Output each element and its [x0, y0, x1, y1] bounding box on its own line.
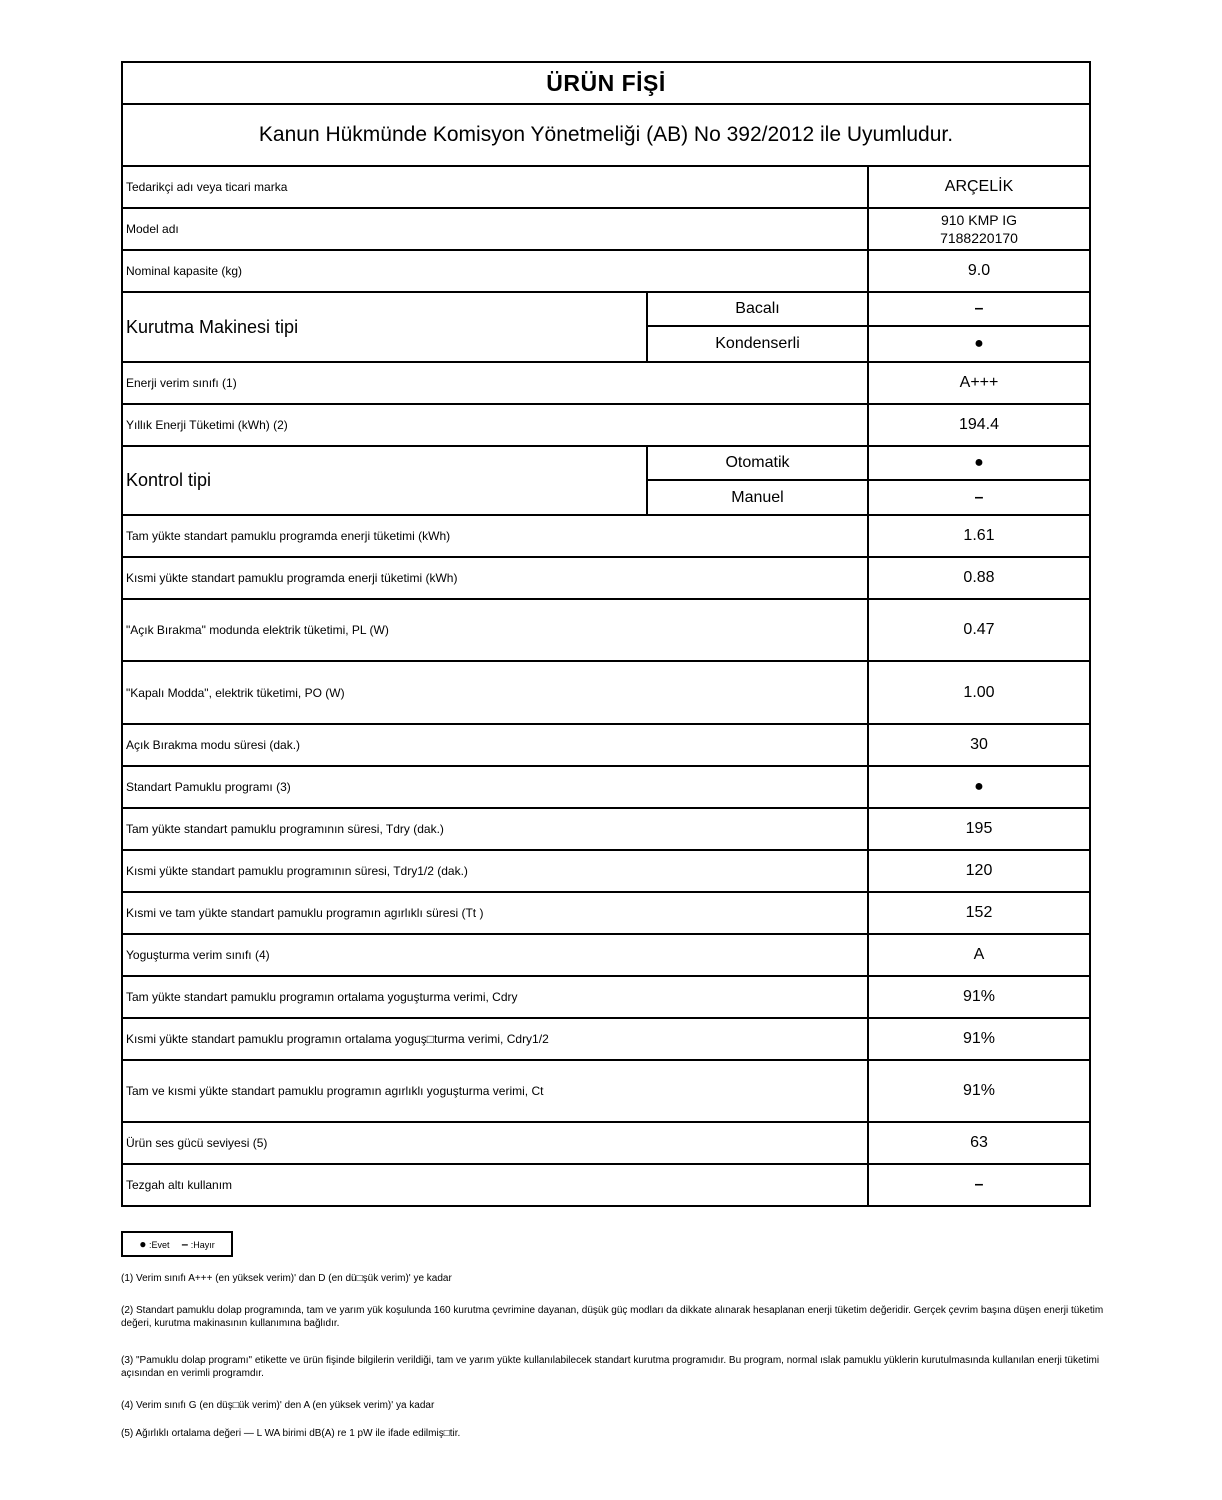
- table-row: [122, 1060, 1090, 1122]
- fiche-table: [121, 61, 1091, 1207]
- condensation-class-value: A: [868, 934, 1090, 976]
- standard-program-value: ●: [868, 766, 1090, 808]
- table-row: [122, 166, 1090, 208]
- full-load-time-label: Tam yükte standart pamuklu programının süresi, Tdry (dak.): [122, 808, 868, 850]
- full-load-time-value: 195: [868, 808, 1090, 850]
- annual-energy-label: Yıllık Enerji Tüketimi (kWh) (2): [122, 404, 868, 446]
- table-row: [122, 599, 1090, 661]
- full-condensation-value: 91%: [868, 976, 1090, 1018]
- table-row: [122, 976, 1090, 1018]
- sound-power-value: 63: [868, 1122, 1090, 1164]
- legend-yes-label: :Evet: [149, 1240, 170, 1250]
- capacity-value: 9.0: [868, 250, 1090, 292]
- model-name: 910 KMP IG: [940, 212, 1017, 228]
- dash-icon: –: [181, 1237, 189, 1251]
- energy-class-label: Enerji verim sınıfı (1): [122, 362, 868, 404]
- left-on-duration-value: 30: [868, 724, 1090, 766]
- energy-class-value: A+++: [868, 362, 1090, 404]
- control-type-manual: Manuel: [647, 480, 868, 515]
- control-type-label: Kontrol tipi: [122, 446, 647, 515]
- footnote-2: (2) Standart pamuklu dolap programında, tam ve yarım yük koşulunda 160 kurutma çevrimine dayanan, düşük güç modları da dikkate alınarak hesaplanan enerji tüketim değeridir. Gerçek çevrim başına düşen enerji tüketim değeri, kurutma makinasının kullanımına bağlıdır.: [121, 1305, 1104, 1329]
- footnote-1: (1) Verim sınıfı A+++ (en yüksek verim)' dan D (en dü□şük verim)' ye kadar: [121, 1273, 452, 1284]
- standard-program-label: Standart Pamuklu programı (3): [122, 766, 868, 808]
- dryer-type-vented-value: –: [868, 292, 1090, 326]
- condensation-class-label: Yoguşturma verim sınıfı (4): [122, 934, 868, 976]
- table-row: [122, 250, 1090, 292]
- supplier-value: ARÇELİK: [868, 166, 1090, 208]
- weighted-condensation-value: 91%: [868, 1060, 1090, 1122]
- table-row: [122, 446, 1090, 480]
- footnote-4: (4) Verim sınıfı G (en düş□ük verim)' den A (en yüksek verim)' ya kadar: [121, 1400, 435, 1411]
- partial-load-energy-label: Kısmi yükte standart pamuklu programda enerji tüketimi (kWh): [122, 557, 868, 599]
- table-row: [122, 766, 1090, 808]
- table-row: [122, 808, 1090, 850]
- partial-condensation-label: Kısmi yükte standart pamuklu programın ortalama yoguş□turma verimi, Cdry1/2: [122, 1018, 868, 1060]
- built-in-value: –: [868, 1164, 1090, 1206]
- subtitle-row: [122, 104, 1090, 166]
- table-row: [122, 292, 1090, 326]
- table-row: [122, 1164, 1090, 1206]
- table-row: [122, 661, 1090, 724]
- left-on-power-value: 0.47: [868, 599, 1090, 661]
- table-row: [122, 1018, 1090, 1060]
- table-row: [122, 850, 1090, 892]
- legend-no-label: :Hayır: [190, 1240, 215, 1250]
- footnote-3: (3) "Pamuklu dolap programı" etikette ve ürün fişinde bilgilerin verildiği, tam ve yarım yükte kullanılabilecek standart kurutma programıdır. Bu program, normal ıslak pamuklu yüklerin kurutulmasında kullanılan enerji tüketimi açısından en verimli programdır.: [121, 1355, 1100, 1379]
- legend-yes: [139, 1237, 169, 1251]
- product-fiche: [121, 61, 1089, 1207]
- page-subtitle: Kanun Hükmünde Komisyon Yönetmeliği (AB) No 392/2012 ile Uyumludur.: [122, 104, 1090, 166]
- symbol-legend: [121, 1231, 233, 1257]
- dryer-type-condenser-value: ●: [868, 326, 1090, 362]
- bullet-icon: ●: [139, 1237, 147, 1251]
- off-mode-power-label: "Kapalı Modda", elektrik tüketimi, PO (W): [122, 661, 868, 724]
- dryer-type-condenser: Kondenserli: [647, 326, 868, 362]
- full-load-energy-label: Tam yükte standart pamuklu programda enerji tüketimi (kWh): [122, 515, 868, 557]
- partial-load-energy-value: 0.88: [868, 557, 1090, 599]
- legend-no: [182, 1237, 215, 1251]
- model-label: Model adı: [122, 208, 868, 250]
- off-mode-power-value: 1.00: [868, 661, 1090, 724]
- table-row: [122, 724, 1090, 766]
- partial-load-time-label: Kısmi yükte standart pamuklu programının süresi, Tdry1/2 (dak.): [122, 850, 868, 892]
- control-type-automatic-value: ●: [868, 446, 1090, 480]
- sound-power-label: Ürün ses gücü seviyesi (5): [122, 1122, 868, 1164]
- left-on-power-label: "Açık Bırakma" modunda elektrik tüketimi, PL (W): [122, 599, 868, 661]
- table-row: [122, 404, 1090, 446]
- weighted-time-value: 152: [868, 892, 1090, 934]
- table-row: [122, 892, 1090, 934]
- left-on-duration-label: Açık Bırakma modu süresi (dak.): [122, 724, 868, 766]
- weighted-time-label: Kısmi ve tam yükte standart pamuklu programın agırlıklı süresi (Tt ): [122, 892, 868, 934]
- partial-condensation-value: 91%: [868, 1018, 1090, 1060]
- table-row: [122, 362, 1090, 404]
- weighted-condensation-label: Tam ve kısmi yükte standart pamuklu programın agırlıklı yoguşturma verimi, Ct: [122, 1060, 868, 1122]
- control-type-automatic: Otomatik: [647, 446, 868, 480]
- partial-load-time-value: 120: [868, 850, 1090, 892]
- full-condensation-label: Tam yükte standart pamuklu programın ortalama yoguşturma verimi, Cdry: [122, 976, 868, 1018]
- built-in-label: Tezgah altı kullanım: [122, 1164, 868, 1206]
- table-row: [122, 557, 1090, 599]
- model-value: [868, 208, 1090, 250]
- supplier-label: Tedarikçi adı veya ticari marka: [122, 166, 868, 208]
- footnote-5: (5) Ağırlıklı ortalama değeri — L WA birimi dB(A) re 1 pW ile ifade edilmiş□tir.: [121, 1428, 461, 1439]
- page-title: ÜRÜN FİŞİ: [122, 62, 1090, 104]
- table-row: [122, 208, 1090, 250]
- dryer-type-label: Kurutma Makinesi tipi: [122, 292, 647, 362]
- table-row: [122, 1122, 1090, 1164]
- control-type-manual-value: –: [868, 480, 1090, 515]
- dryer-type-vented: Bacalı: [647, 292, 868, 326]
- title-row: [122, 62, 1090, 104]
- table-row: [122, 934, 1090, 976]
- capacity-label: Nominal kapasite (kg): [122, 250, 868, 292]
- table-row: [122, 515, 1090, 557]
- full-load-energy-value: 1.61: [868, 515, 1090, 557]
- model-code: 7188220170: [940, 230, 1018, 246]
- annual-energy-value: 194.4: [868, 404, 1090, 446]
